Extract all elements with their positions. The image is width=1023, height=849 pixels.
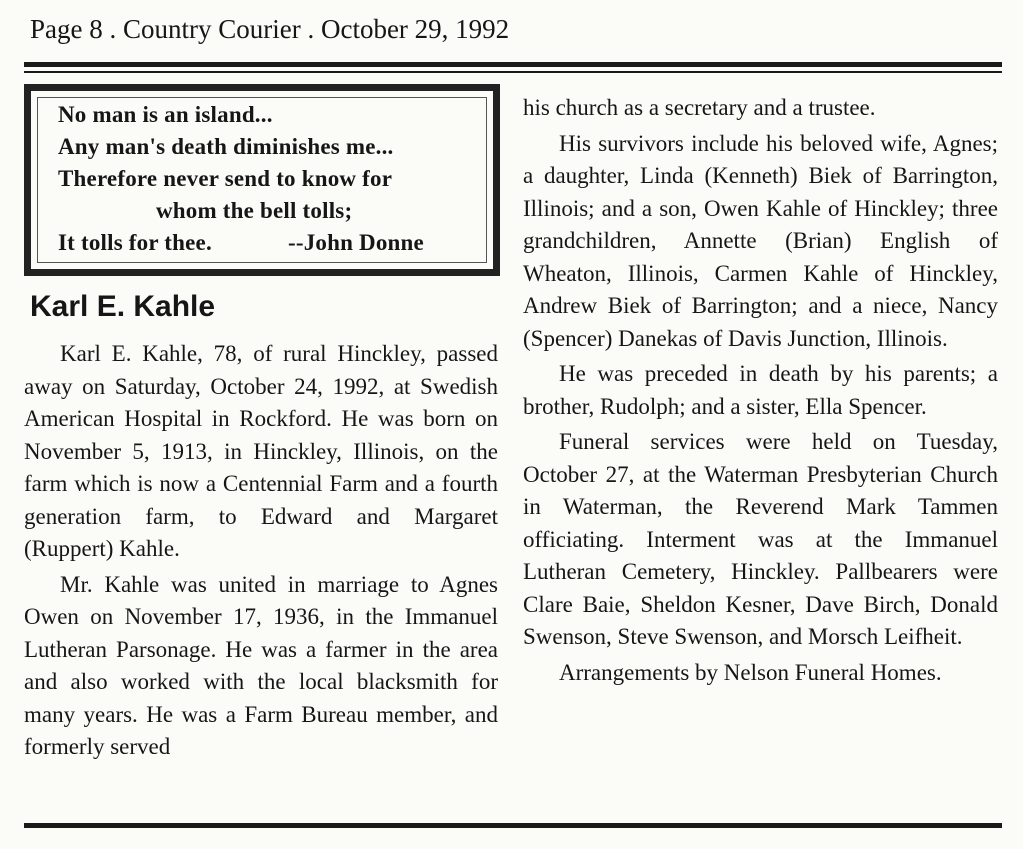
- quote-attribution: --John Donne: [288, 230, 424, 255]
- left-column: [24, 338, 498, 764]
- footer-rule: [24, 823, 1002, 828]
- obituary-title: Karl E. Kahle: [30, 290, 216, 323]
- paragraph-preceded: He was preceded in death by his parents; a brother, Rudolph; and a sister, Ella Spencer.: [523, 361, 998, 419]
- right-column: [523, 92, 998, 689]
- quote-box: [24, 84, 500, 276]
- paragraph-death-notice: Karl E. Kahle, 78, of rural Hinckley, passed away on Saturday, October 24, 1992, at Swedish American Hospital in Rockford. He was born on November 5, 1913, in Hinckley, Illinois, on the farm which is now a Centennial Farm and a fourth generation farm, to Edward and Margaret (Ruppert) Kahle.: [24, 341, 498, 561]
- quote-line-5: It tolls for thee.: [58, 230, 212, 255]
- paragraph-funeral: Funeral services were held on Tuesday, October 27, at the Waterman Presbyterian Church in Waterman, the Reverend Mark Tammen officiating. Interment was at the Immanuel Lutheran Cemetery, Hinckley. Pallbearers were Clare Baie, Sheldon Kesner, Dave Birch, Donald Swenson, Steve Swenson, and Morsch Leifheit.: [523, 429, 998, 649]
- quote-line-3: Therefore never send to know for: [58, 166, 393, 191]
- quote-line-1: No man is an island...: [58, 102, 273, 127]
- header-rule-thin: [24, 71, 1002, 73]
- quote-line-4: whom the bell tolls;: [156, 198, 353, 223]
- header-rule-thick: [24, 62, 1002, 67]
- quote-inner-border: [37, 97, 487, 263]
- paragraph-marriage-continued: his church as a secretary and a trustee.: [523, 95, 876, 120]
- page-header: Page 8 . Country Courier . October 29, 1992: [30, 14, 510, 44]
- paragraph-survivors: His survivors include his beloved wife, Agnes; a daughter, Linda (Kenneth) Biek of Barrington, Illinois; and a son, Owen Kahle of Hinckley; three grandchildren, Annette (Brian) English of Wheaton, Illinois, Carmen Kahle of Hinckley, Andrew Biek of Barrington; and a niece, Nancy (Spencer) Danekas of Davis Junction, Illinois.: [523, 130, 998, 351]
- paragraph-arrangements: Arrangements by Nelson Funeral Homes.: [559, 659, 942, 685]
- paragraph-marriage: Mr. Kahle was united in marriage to Agnes Owen on November 17, 1936, in the Immanuel Lutheran Parsonage. He was a farmer in the area and also worked with the local blacksmith for many years. He was a Farm Bureau member, and formerly served: [24, 571, 498, 759]
- quote-line-2: Any man's death diminishes me...: [58, 134, 394, 159]
